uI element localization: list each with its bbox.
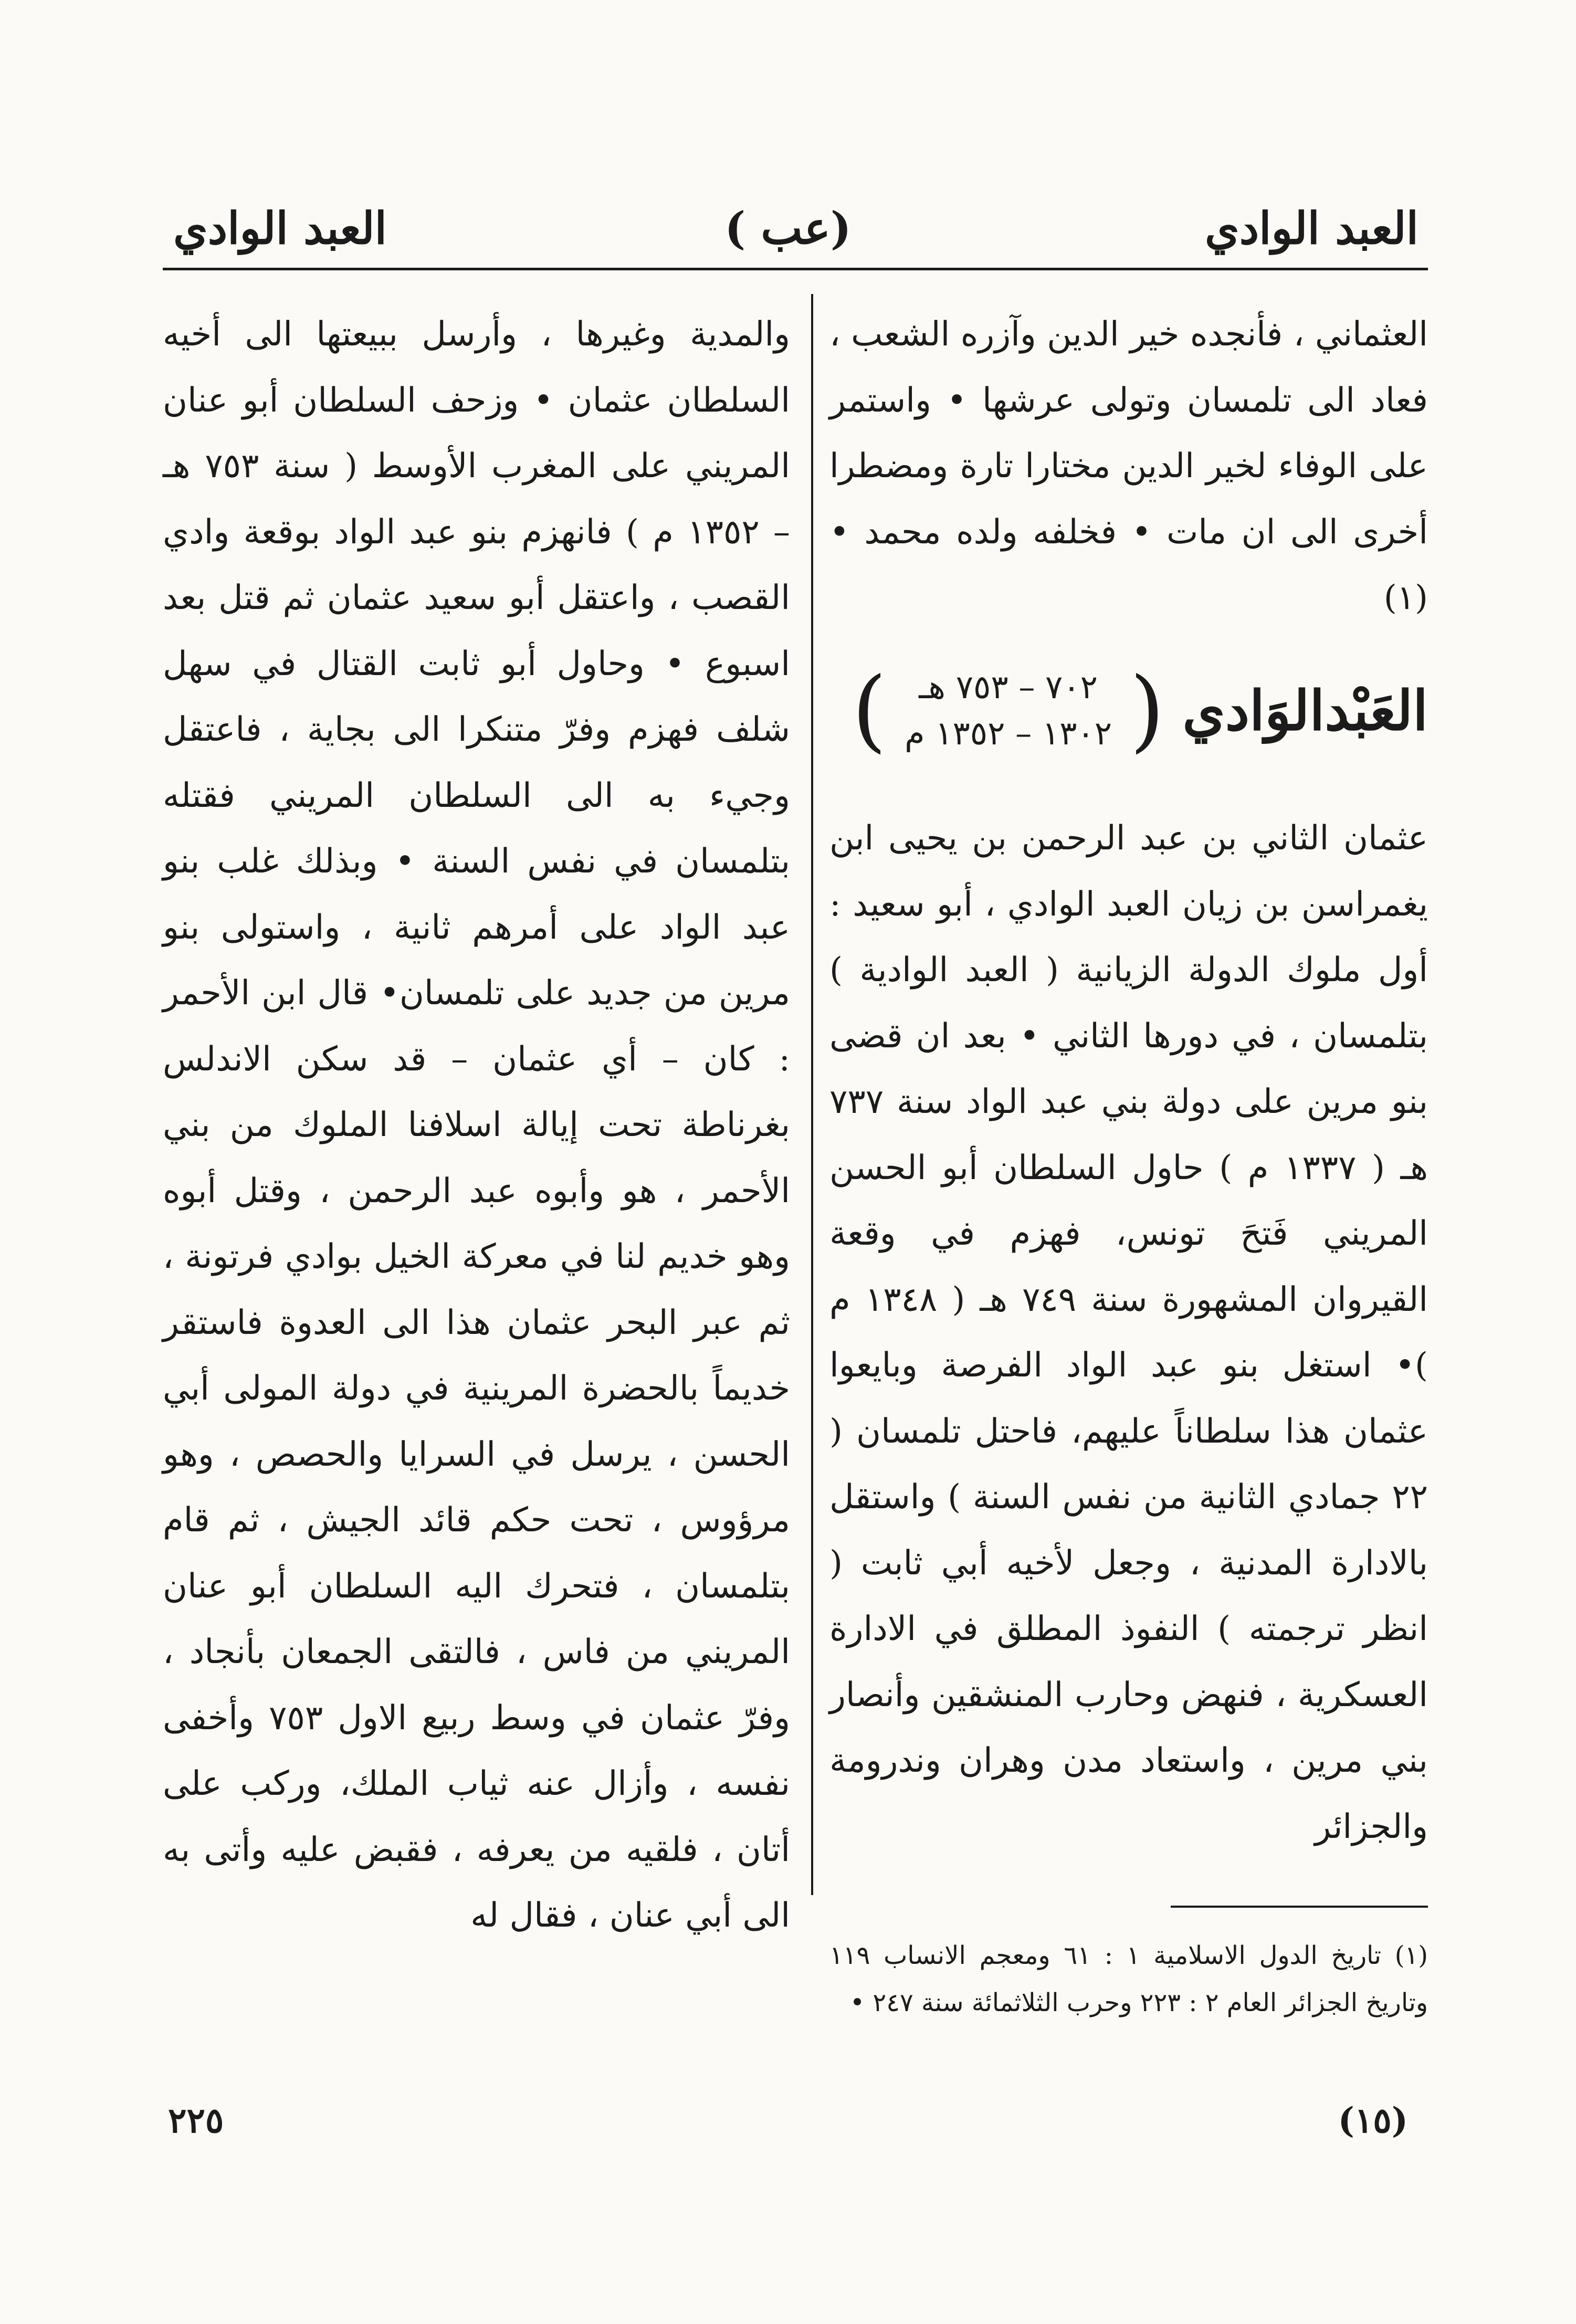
header-rule: [163, 268, 1428, 270]
continuation-paragraph: العثماني ، فأنجده خير الدين وآزره الشعب ، فعاد الى تلمسان وتولى عرشها • واستمر على الوفاء لخير الدين مختارا تارة ومضطرا أخرى الى ان مات • فخلفه ولده محمد • (١): [829, 315, 1428, 617]
page-number-right: (١٥): [1338, 2100, 1408, 2141]
footnote-rule: [1171, 1906, 1428, 1908]
entry-dates-gregorian: ١٣٠٢ – ١٣٥٢ م: [905, 714, 1112, 752]
right-column-entry: [829, 806, 1428, 1860]
page-number-left: ٢٢٥: [168, 2100, 224, 2141]
left-column-paragraph: والمدية وغيرها ، وأرسل ببيعتها الى أخيه السلطان عثمان • وزحف السلطان أبو عنان المريني على المغرب الأوسط ( سنة ٧٥٣ هـ – ١٣٥٢ م ) فانهزم بنو عبد الواد بوقعة وادي القصب ، واعتقل أبو سعيد عثمان ثم قتل بعد اسبوع • وحاول أبو ثابت القتال في سهل شلف فهزم وفرّ متنكرا الى بجاية ، فاعتقل وجيء به الى السلطان المريني فقتله بتلمسان في نفس السنة • وبذلك غلب بنو عبد الواد على أمرهم ثانية ، واستولى بنو مرين من جديد على تلمسان• قال ابن الأحمر : كان – أي عثمان – قد سكن الاندلس بغرناطة تحت إيالة اسلافنا الملوك من بني الأحمر ، هو وأبوه عبد الرحمن ، وقتل أبوه وهو خديم لنا في معركة الخيل بوادي فرتونة ، ثم عبر البحر عثمان هذا الى العدوة فاستقر خديماً بالحضرة المرينية في دولة المولى أبي الحسن ، يرسل في السرايا والحصص ، وهو مرؤوس ، تحت حكم قائد الجيش ، ثم قام بتلمسان ، فتحرك اليه السلطان أبو عنان المريني من فاس ، فالتقى الجمعان بأنجاد ، وفرّ عثمان في وسط ربيع الاول ٧٥٣ وأخفى نفسه ، وأزال عنه ثياب الملك، وركب على أتان ، فلقيه من يعرفه ، فقبض عليه وأتى به الى أبي عنان ، فقال له: [163, 315, 791, 1935]
column-separator: [811, 294, 813, 1895]
entry-heading: [829, 658, 1428, 762]
running-header-center: (عب ): [724, 202, 852, 254]
right-column-continuation: [829, 302, 1428, 632]
footnote: (١) تاريخ الدول الاسلامية ١ : ٦١ ومعجم الانساب ١١٩ وتاريخ الجزائر العام ٢ : ٢٢٣ وحرب الثلاثمائة سنة ٢٤٧ •: [829, 1941, 1428, 2017]
entry-dates-hijri: ٧٠٢ – ٧٥٣ هـ: [919, 668, 1098, 706]
running-header-right: العبد الوادي: [1205, 202, 1419, 254]
entry-paragraph: عثمان الثاني بن عبد الرحمن بن يحيى ابن يغمراسن بن زيان العبد الوادي ، أبو سعيد : أول ملوك الدولة الزيانية ( العبد الوادية ) بتلمسان ، في دورها الثاني • بعد ان قضى بنو مرين على دولة بني عبد الواد سنة ٧٣٧ هـ ( ١٣٣٧ م ) حاول السلطان أبو الحسن المريني فَتحَ تونس، فهزم في وقعة القيروان المشهورة سنة ٧٤٩ هـ ( ١٣٤٨ م )• استغل بنو عبد الواد الفرصة وبايعوا عثمان هذا سلطاناً عليهم، فاحتل تلمسان ( ٢٢ جمادي الثانية من نفس السنة ) واستقل بالادارة المدنية ، وجعل لأخيه أبي ثابت ( انظر ترجمته ) النفوذ المطلق في الادارة العسكرية ، فنهض وحارب المنشقين وأنصار بني مرين ، واستعاد مدن وهران وندرومة والجزائر: [829, 819, 1428, 1846]
left-column: [163, 302, 790, 1949]
entry-dates: [905, 664, 1112, 756]
close-paren: ): [852, 658, 887, 762]
running-header-left: العبد الوادي: [173, 202, 387, 254]
open-paren: (: [1130, 658, 1165, 762]
entry-name: العَبْدالوَادي: [1182, 678, 1428, 743]
